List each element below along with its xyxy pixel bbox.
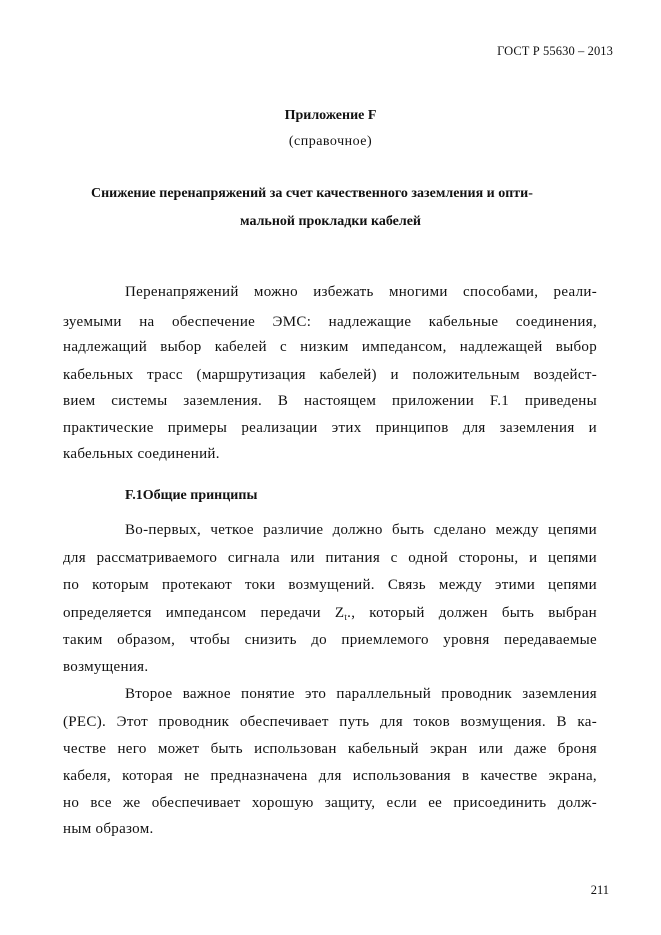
section-title: F.1Общие принципы [125,488,258,503]
para1-line: по которым протекают токи возмущений. Связь между этими цепями [63,577,597,593]
annex-title: Приложение F [284,108,377,123]
intro-line: вием системы заземления. В настоящем приложении F.1 приведены [63,393,597,409]
para2-line: ным образом. [63,821,154,837]
para2-line: честве него может быть использован кабельный экран или даже броня [63,741,597,757]
para1-line: для рассматриваемого сигнала или питания с одной стороны, и цепями [63,550,597,566]
para2-line: Второе важное понятие это параллельный проводник заземления [125,686,597,702]
para2-line: кабеля, которая не предназначена для использования в качестве экрана, [63,768,597,784]
annex-heading-line-1: Снижение перенапряжений за счет качественного заземления и опти- [91,186,533,201]
para1-line [63,604,597,626]
para2-line: (PEC). Этот проводник обеспечивает путь для токов возмущения. В ка- [63,714,597,730]
subscript-t: t [344,612,348,622]
para1-line: возмущения. [63,659,149,675]
intro-line: Перенапряжений можно избежать многими способами, реали- [125,284,597,300]
para1-line-part: ., который должен быть выбран [347,605,597,621]
intro-line: практические примеры реализации этих принципов для заземления и [63,420,597,436]
standard-number: ГОСТ Р 55630 – 2013 [497,44,613,58]
intro-line: надлежащий выбор кабелей с низким импедансом, надлежащей выбор [63,339,597,355]
annex-heading-line-2: мальной прокладки кабелей [240,214,421,229]
para1-line: Во-первых, четкое различие должно быть сделано между цепями [125,522,597,538]
intro-line: кабельных трасс (маршрутизация кабелей) и положительным воздейст- [63,367,597,383]
annex-subtitle: (справочное) [288,134,373,149]
intro-line: зуемыми на обеспечение ЭМС: надлежащие кабельные соединения, [63,314,597,330]
intro-line: кабельных соединений. [63,446,220,462]
para2-line: но все же обеспечивает хорошую защиту, если ее присоединить долж- [63,795,597,811]
para1-line: таким образом, чтобы снизить до приемлемого уровня передаваемые [63,632,597,648]
page-number: 211 [590,883,609,897]
para1-line-part: определяется импедансом передачи Z [63,605,345,621]
